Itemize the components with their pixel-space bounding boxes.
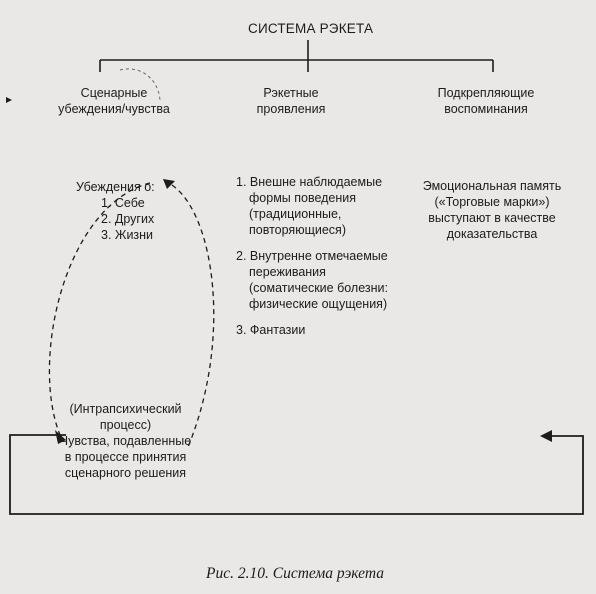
intrapsychic-line: (Интрапсихический [69, 402, 182, 416]
manifestation-line: (традиционные, [249, 207, 342, 221]
beliefs-lead: Убеждения о: [76, 180, 155, 194]
beliefs-list [76, 179, 155, 243]
manifestation-item [236, 322, 406, 338]
intrapsychic-line: сценарного решения [64, 466, 187, 480]
manifestation-line: 1. Внешне наблюдаемые [236, 175, 383, 189]
manifestation-line: физические ощущения) [249, 297, 388, 311]
intrapsychic-line: процесс) [99, 418, 152, 432]
column-heading-racket-manifestations [228, 85, 354, 117]
manifestation-line: повторяющиеся) [249, 223, 346, 237]
manifestation-line: (соматические болезни: [249, 281, 388, 295]
beliefs-item: 2. Других [101, 212, 155, 226]
title-bracket [100, 40, 493, 72]
beliefs-item: 1. Себе [101, 196, 145, 210]
figure-caption: Рис. 2.10. Система рэкета [206, 565, 384, 582]
heading-line: Сценарные [80, 86, 148, 100]
memory-line: Эмоциональная память [422, 179, 562, 193]
manifestation-line: 3. Фантазии [236, 323, 306, 337]
intrapsychic-process-block [48, 401, 203, 481]
beliefs-item: 3. Жизни [101, 228, 154, 242]
manifestation-line: переживания [249, 265, 326, 279]
column-heading-reinforcing-memories [412, 85, 560, 117]
manifestation-item [236, 174, 406, 238]
return-arrowhead [540, 430, 552, 442]
intrapsychic-line: в процессе принятия [64, 450, 187, 464]
memory-line: доказательства [446, 227, 538, 241]
manifestation-item [236, 248, 406, 312]
manifestations-list [236, 174, 406, 348]
diagram-title: СИСТЕМА РЭКЕТА [248, 21, 374, 36]
intrapsychic-line: Чувства, подавленные [59, 434, 192, 448]
manifestation-line: формы поведения [249, 191, 357, 205]
heading-line: убеждения/чувства [58, 102, 170, 116]
manifestation-line: 2. Внутренне отмечаемые [236, 249, 388, 263]
column-heading-scripted-beliefs [40, 85, 188, 117]
print-mark [6, 97, 12, 103]
heading-line: воспоминания [444, 102, 528, 116]
memory-line: («Торговые марки») [434, 195, 550, 209]
memory-line: выступают в качестве [428, 211, 556, 225]
emotional-memory-block [412, 178, 572, 242]
heading-line: проявления [256, 102, 326, 116]
heading-line: Подкрепляющие [437, 86, 535, 100]
heading-line: Рэкетные [263, 86, 319, 100]
